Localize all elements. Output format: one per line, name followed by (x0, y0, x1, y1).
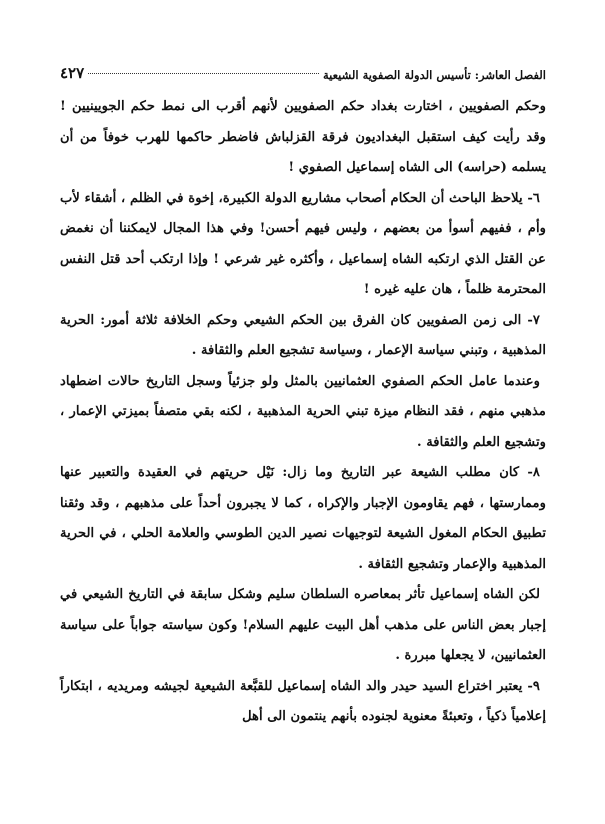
paragraph: ٨- كان مطلب الشيعة عبر التاريخ وما زال: نَيْل حريتهم في العقيدة والتعبير عنها وممارستها ، فهم يقاومون الإجبار والإكراه ، كما لا يجبرون أحداً على مذهبهم ، وقد وثقنا تطبيق الحكام المغول الشيعة لتوجيهات نصير الدين الطوسي والعلامة الحلي ، في الحرية المذهبية والإعمار وتشجيع الثقافة . (60, 465, 546, 572)
paragraph: ٦- يلاحظ الباحث أن الحكام أصحاب مشاريع الدولة الكبيرة، إخوة في الظلم ، أشقاء لأب وأم ، ففيهم أسوأ من بعضهم ، وليس فيهم أحسن! وفي هذا المجال لايمكننا أن نغمض عن القتل الذي ارتكبه الشاه إسماعيل ، وأكثره غير شرعي ! وإذا ارتكب أحد قتل النفس المحترمة ظلماً ، هان عليه غيره ! (60, 190, 546, 297)
page-body (60, 92, 546, 733)
paragraph: وحكم الصفويين ، اختارت بغداد حكم الصفويين لأنهم أقرب الى نمط حكم الجويينيين ! وقد رأيت كيف استقبل البغداديون فرقة القزلباش فاضطر حاكمها للهرب خوفاً من أن يسلمه (حراسه) الى الشاه إسماعيل الصفوي ! (60, 99, 546, 175)
page-header (60, 52, 546, 82)
paragraph: وعندما عامل الحكم الصفوي العثمانيين بالمثل ولو جزئياً وسجل التاريخ حالات اضطهاد مذهبي منهم ، فقد النظام ميزة تبني الحرية المذهبية ، لكنه بقي متصفاً بميزتي الإعمار ، وتشجيع العلم والثقافة . (60, 373, 546, 450)
paragraph: لكن الشاه إسماعيل تأثر بمعاصره السلطان سليم وشكل سابقة في التاريخ الشيعي في إجبار بعض الناس على مذهب أهل البيت عليهم السلام! وكون سياسته جواباً على سياسة العثمانيين، لا يجعلها مبررة . (60, 587, 546, 663)
page-number: ٤٢٧ (60, 64, 85, 82)
dotted-leader (88, 72, 319, 74)
paragraph: ٧- الى زمن الصفويين كان الفرق بين الحكم الشيعي وحكم الخلافة ثلاثة أمور: الحرية المذهبية ، وتبني سياسة الإعمار ، وسياسة تشجيع العلم والثقافة . (60, 312, 546, 358)
running-title: الفصل العاشر: تأسيس الدولة الصفوية الشيعية (322, 68, 546, 82)
paragraph: ٩- يعتبر اختراع السيد حيدر والد الشاه إسماعيل للقبَّعة الشيعية لجيشه ومريديه ، ابتكاراً إعلامياً ذكياً ، وتعبئةً معنوية لجنوده بأنهم ينتمون الى أهل (60, 678, 546, 724)
book-page (60, 52, 546, 733)
